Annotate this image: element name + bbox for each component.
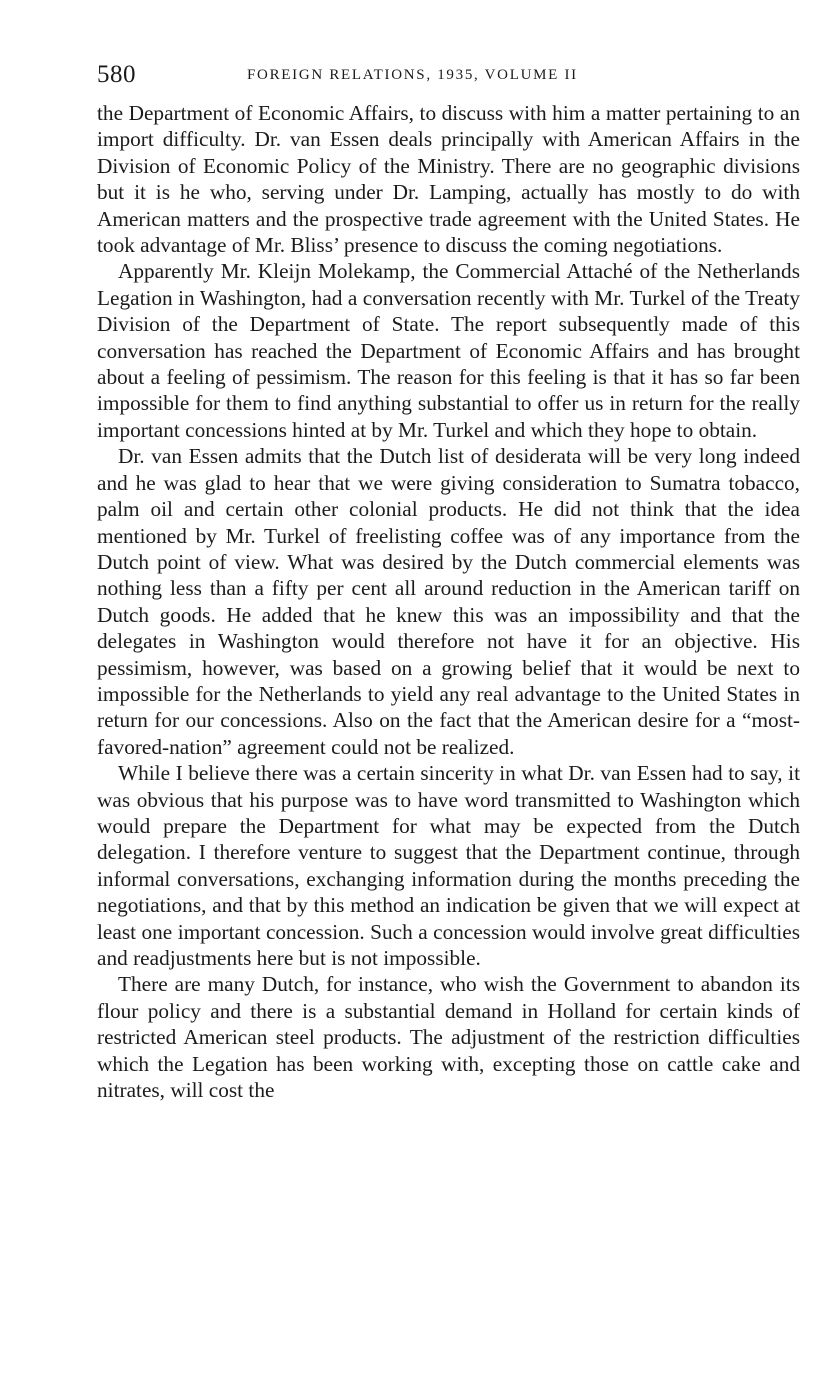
page-header — [97, 60, 800, 100]
paragraph-1: the Department of Economic Affairs, to discuss with him a matter pertaining to an import difficulty. Dr. van Essen deals principally with American Affairs in the Division of Economic Policy of the Ministry. There are no geographic divisions but it is he who, serving under Dr. Lamping, actually has mostly to do with American matters and the prospective trade agreement with the United States. He took advantage of Mr. Bliss’ presence to discuss the coming negotiations. — [97, 101, 800, 258]
page-number: 580 — [97, 61, 136, 88]
paragraph-3: Dr. van Essen admits that the Dutch list of desiderata will be very long indeed and he was glad to hear that we were giving consideration to Sumatra tobacco, palm oil and certain other colonial products. He did not think that the idea mentioned by Mr. Turkel of freelisting coffee was of any importance from the Dutch point of view. What was desired by the Dutch commercial elements was nothing less than a fifty per cent all around reduction in the American tariff on Dutch goods. He added that he knew this was an impossibility and that the delegates in Washington would therefore not have it for an objective. His pessimism, however, was based on a growing belief that it would be next to impossible for the Netherlands to yield any real advantage to the United States in return for our concessions. Also on the fact that the American desire for a “most-favored-nation” agreement could not be realized. — [97, 444, 800, 759]
paragraph-2: Apparently Mr. Kleijn Molekamp, the Commercial Attaché of the Netherlands Legation in Washington, had a conversation recently with Mr. Turkel of the Treaty Division of the Department of State. The report subsequently made of this conversation has reached the Department of Economic Affairs and has brought about a feeling of pessimism. The reason for this feeling is that it has so far been impossible for them to find anything substantial to offer us in return for the really important concessions hinted at by Mr. Turkel and which they hope to obtain. — [97, 259, 800, 442]
paragraph-5: There are many Dutch, for instance, who wish the Government to abandon its flour policy and there is a substantial demand in Holland for certain kinds of restricted American steel products. The adjustment of the restriction difficulties which the Legation has been working with, excepting those on cattle cake and nitrates, will cost the — [97, 972, 800, 1103]
paragraph-4: While I believe there was a certain sincerity in what Dr. van Essen had to say, it was obvious that his purpose was to have word transmitted to Washington which would prepare the Department for what may be expected from the Dutch delegation. I therefore venture to suggest that the Department continue, through informal conversations, exchanging information during the months preceding the negotiations, and that by this method an indication be given that we will expect at least one important concession. Such a concession would involve great difficulties and readjustments here but is not impossible. — [97, 761, 800, 970]
body-text — [97, 100, 800, 1103]
running-head: FOREIGN RELATIONS, 1935, VOLUME II — [247, 67, 578, 83]
document-page — [97, 60, 800, 1103]
